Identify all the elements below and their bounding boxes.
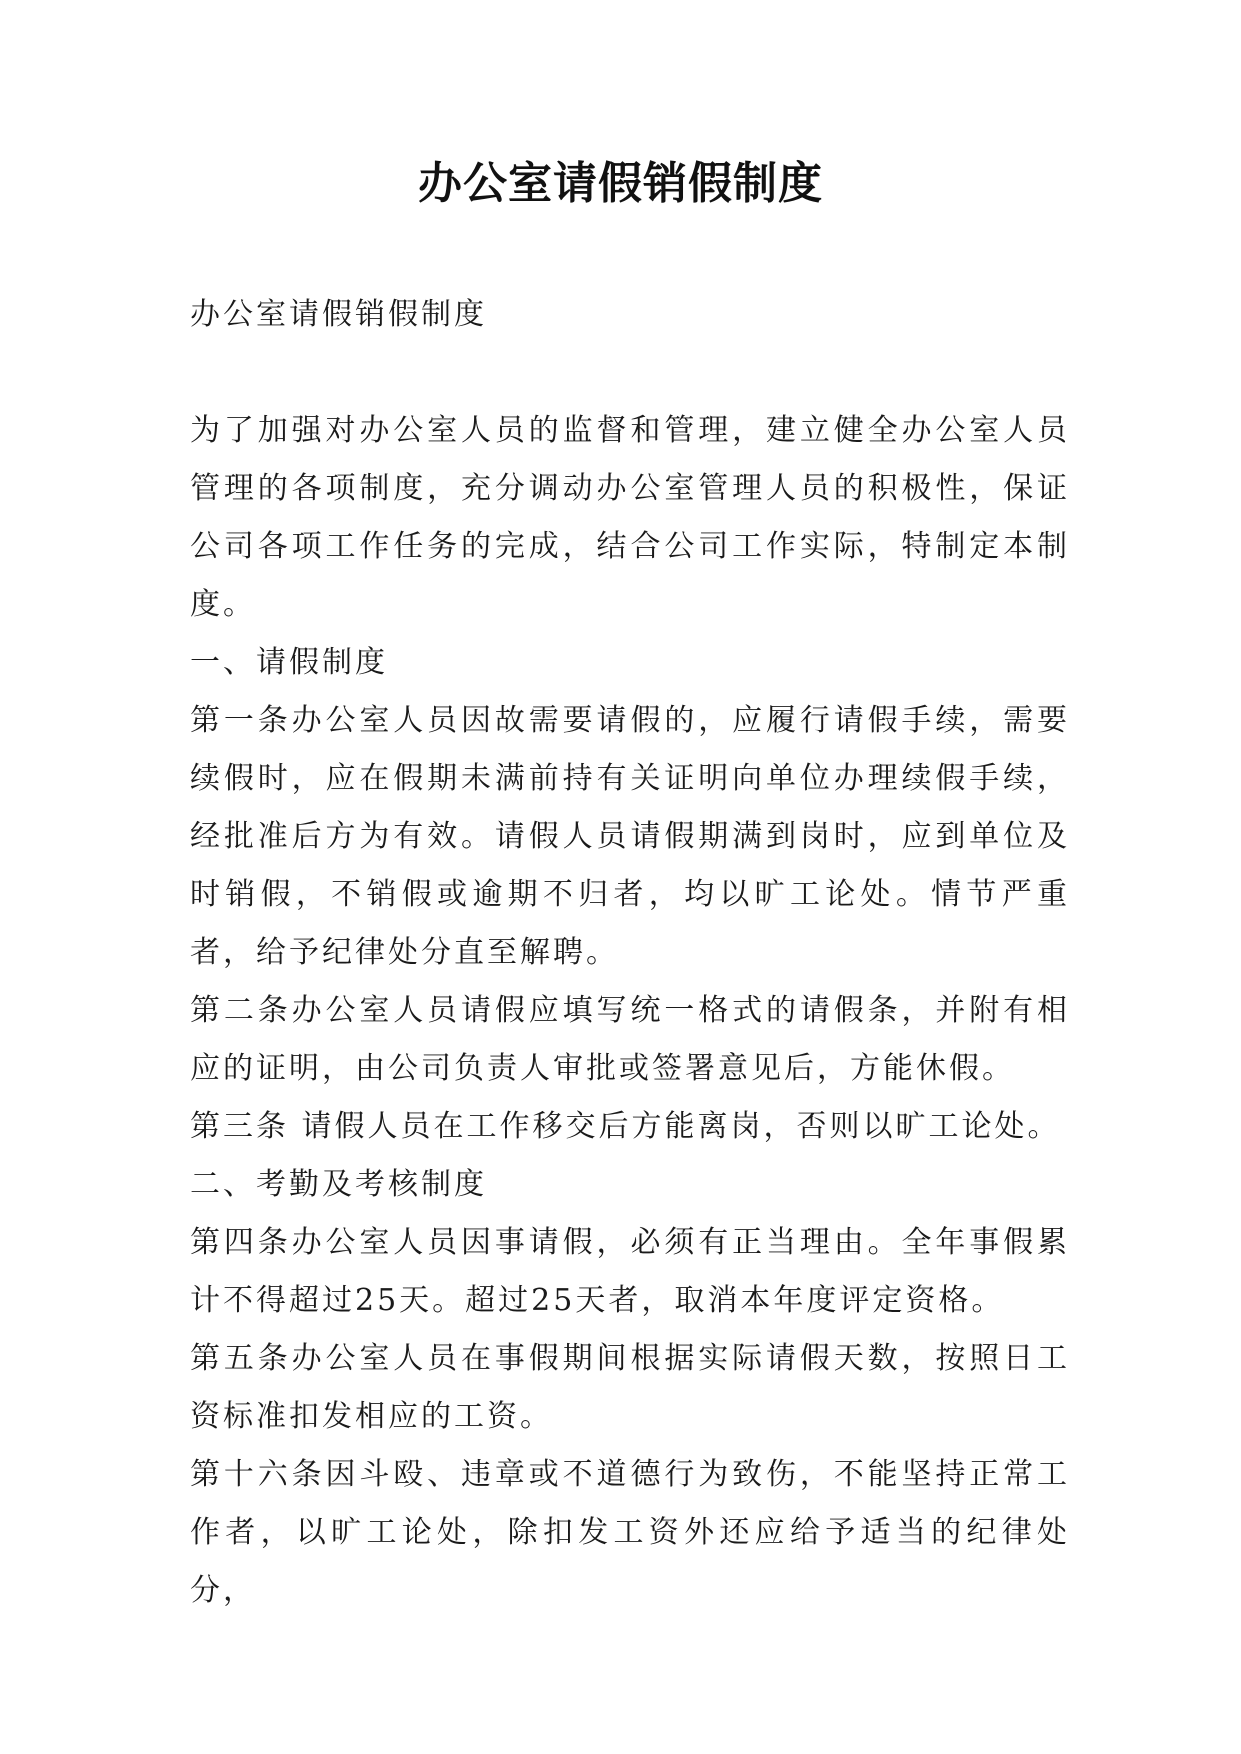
document-body	[190, 286, 1070, 1620]
document-subtitle: 办公室请假销假制度	[190, 297, 487, 332]
article-3: 第三条 请假人员在工作移交后方能离岗，否则以旷工论处。	[190, 1109, 1061, 1144]
paragraph-intro: 为了加强对办公室人员的监督和管理，建立健全办公室人员管理的各项制度，充分调动办公室管理人员的积极性，保证公司各项工作任务的完成，结合公司工作实际，特制定本制度。	[190, 413, 1070, 622]
article-1: 第一条办公室人员因故需要请假的，应履行请假手续，需要续假时，应在假期未满前持有关证明向单位办理续假手续，经批准后方为有效。请假人员请假期满到岗时，应到单位及时销假，不销假或逾期不归者，均以旷工论处。情节严重者，给予纪律处分直至解聘。	[190, 703, 1070, 970]
article-2: 第二条办公室人员请假应填写统一格式的请假条，并附有相应的证明，由公司负责人审批或签署意见后，方能休假。	[190, 993, 1070, 1086]
article-16: 第十六条因斗殴、违章或不道德行为致伤，不能坚持正常工作者，以旷工论处，除扣发工资外还应给予适当的纪律处分，	[190, 1457, 1070, 1608]
section-heading-leave: 一、请假制度	[190, 645, 388, 680]
article-4: 第四条办公室人员因事请假，必须有正当理由。全年事假累计不得超过25天。超过25天者，取消本年度评定资格。	[190, 1225, 1070, 1318]
document-title: 办公室请假销假制度	[418, 158, 823, 209]
section-heading-attendance: 二、考勤及考核制度	[190, 1167, 487, 1202]
article-5: 第五条办公室人员在事假期间根据实际请假天数，按照日工资标准扣发相应的工资。	[190, 1341, 1070, 1434]
